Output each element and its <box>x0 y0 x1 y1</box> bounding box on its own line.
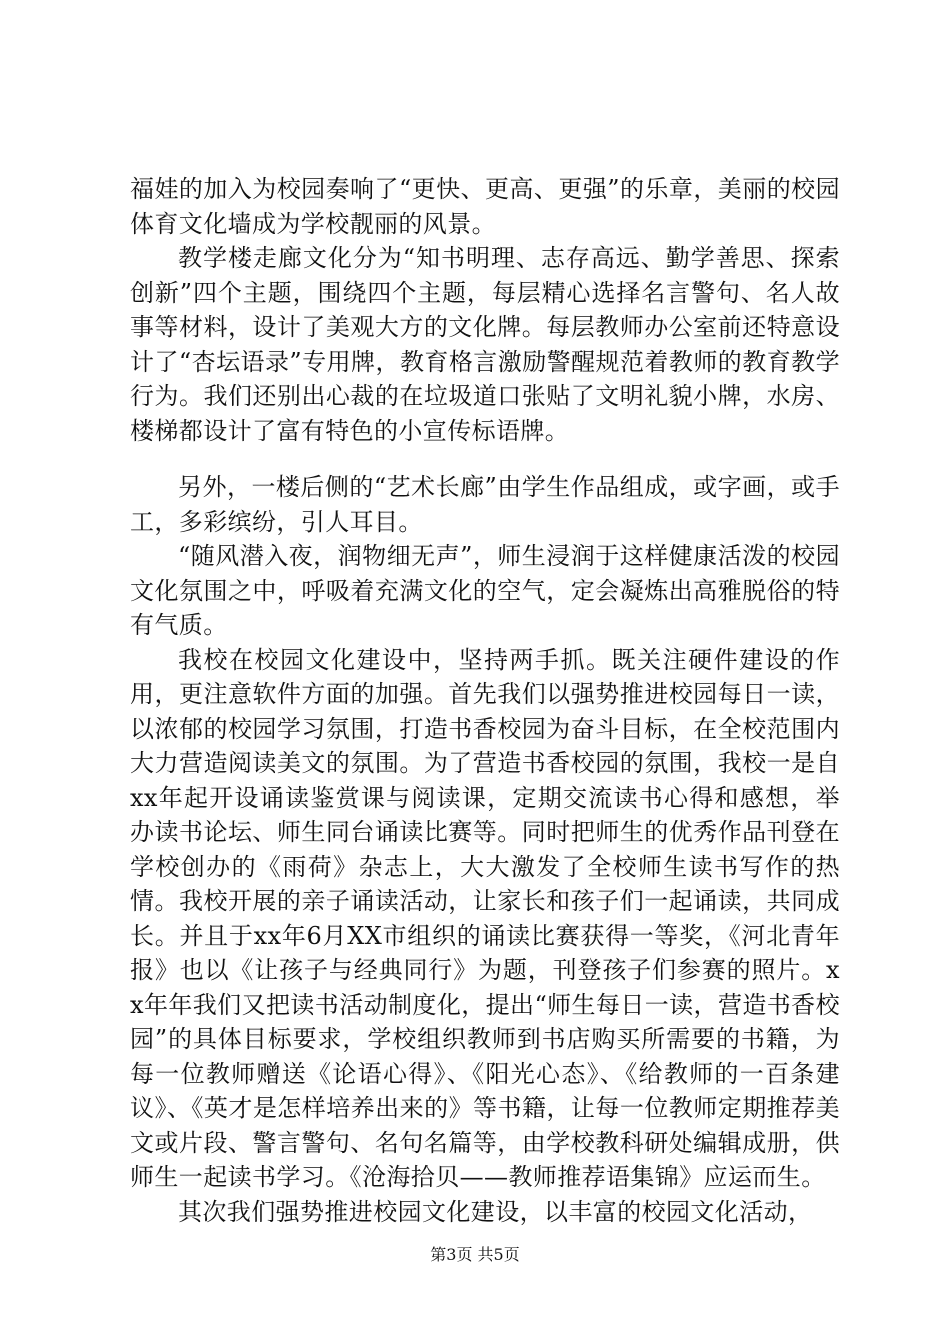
page-number-footer: 第3页 共5页 <box>430 1245 520 1264</box>
paragraph-continued: 福娃的加入为校园奏响了“更快、更高、更强”的乐章，美丽的校园体育文化墙成为学校靓丽的风景。 <box>130 175 840 238</box>
document-body <box>130 172 840 1229</box>
paragraph-gap <box>130 448 840 470</box>
paragraph-next: 其次我们强势推进校园文化建设，以丰富的校园文化活动， <box>178 1197 813 1226</box>
paragraph-reading-program: 我校在校园文化建设中，坚持两手抓。既关注硬件建设的作用，更注意软件方面的加强。首先我们以强势推进校园每日一读，以浓郁的校园学习氛围，打造书香校园为奋斗目标，在全校范围内大力营造阅读美文的氛围。为了营造书香校园的氛围，我校一是自xx年起开设诵读鉴赏课与阅读课，定期交流读书心得和感想，举办读书论坛、师生同台诵读比赛等。同时把师生的优秀作品刊登在学校创办的《雨荷》杂志上，大大激发了全校师生读书写作的热情。我校开展的亲子诵读活动，让家长和孩子们一起诵读，共同成长。并且于xx年6月XX市组织的诵读比赛获得一等奖，《河北青年报》也以《让孩子与经典同行》为题，刊登孩子们参赛的照片。xx年年我们又把读书活动制度化，提出“师生每日一读，营造书香校园”的具体目标要求，学校组织教师到书店购买所需要的书籍，为每一位教师赠送《论语心得》、《阳光心态》、《给教师的一百条建议》、《英才是怎样培养出来的》等书籍，让每一位教师定期推荐美文或片段、警言警句、名句名篇等，由学校教科研处编辑成册，供师生一起读书学习。《沧海拾贝——教师推荐语集锦》应运而生。 <box>130 645 840 1191</box>
paragraph-quote: “随风潜入夜，润物细无声”，师生浸润于这样健康活泼的校园文化氛围之中，呼吸着充满文化的空气，定会凝炼出高雅脱俗的特有气质。 <box>130 542 840 639</box>
paragraph-art-gallery: 另外，一楼后侧的“艺术长廊”由学生作品组成，或字画，或手工，多彩缤纷，引人耳目。 <box>130 473 840 536</box>
paragraph-corridor-culture: 教学楼走廊文化分为“知书明理、志存高远、勤学善思、探索创新”四个主题，围绕四个主题，每层精心选择名言警句、名人故事等材料，设计了美观大方的文化牌。每层教师办公室前还特意设计了“杏坛语录”专用牌，教育格言激励警醒规范着教师的教育教学行为。我们还别出心裁的在垃圾道口张贴了文明礼貌小牌，水房、楼梯都设计了富有特色的小宣传标语牌。 <box>130 244 840 445</box>
